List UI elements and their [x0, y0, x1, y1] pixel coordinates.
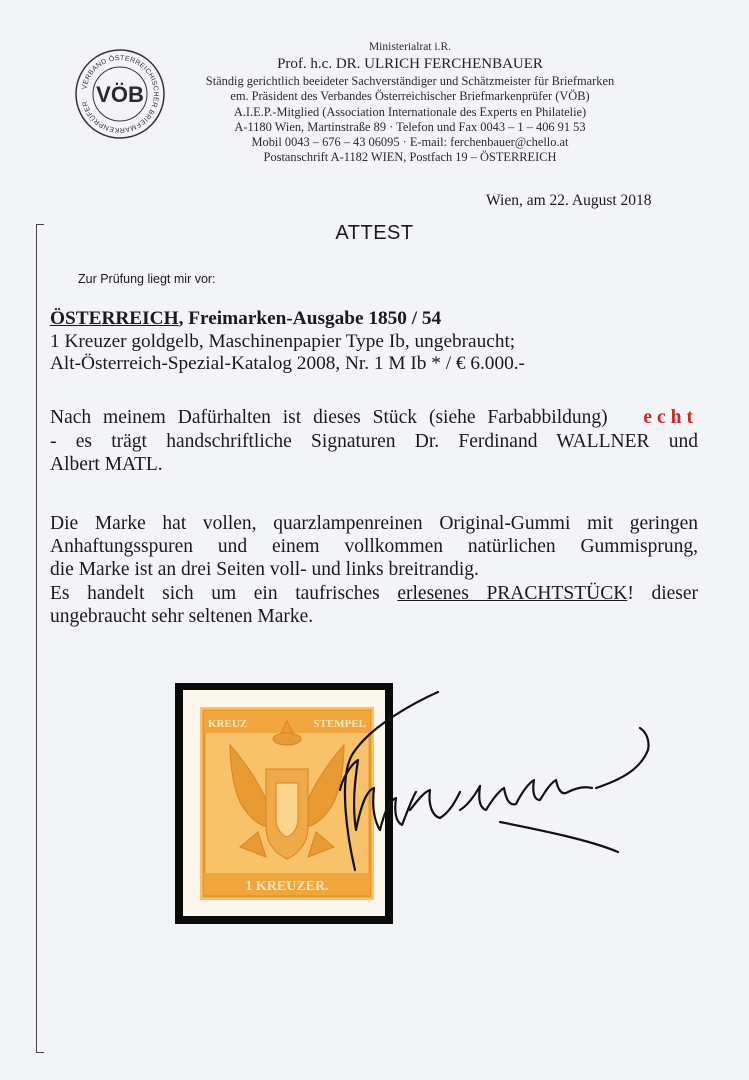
- document-title: ATTEST: [335, 222, 414, 244]
- header-address-line: A-1180 Wien, Martinstraße 89 · Telefon und Fax 0043 – 1 – 406 91 53: [234, 119, 586, 134]
- item-country: ÖSTERREICH: [50, 308, 179, 329]
- left-frame-line: [36, 224, 37, 1052]
- header-title-line: Ministerialrat i.R.: [368, 41, 452, 53]
- condition-line-4a: Es handelt sich um ein taufrisches: [50, 582, 398, 604]
- condition-line-2: Anhaftungsspuren und einem vollkommen natürlichen Gummisprung,: [50, 536, 698, 558]
- stamp-top-left-text: KREUZ: [208, 718, 248, 730]
- stamp-top-right-text: STEMPEL: [313, 718, 366, 730]
- handwritten-signature: [300, 680, 670, 890]
- item-issue: , Freimarken-Ausgabe 1850 / 54: [178, 308, 442, 329]
- condition-line-4c: ! dieser: [627, 582, 699, 604]
- echt-verdict: echt: [643, 407, 698, 428]
- header-name-line: Prof. h.c. DR. ULRICH FERCHENBAUER: [277, 56, 543, 73]
- expert-letterhead: [150, 40, 670, 165]
- item-catalog-line: Alt-Österreich-Spezial-Katalog 2008, Nr. 1 M Ib * / € 6.000.-: [50, 353, 525, 374]
- opinion-line-3: Albert MATL.: [50, 454, 163, 475]
- header-line-2: Ständig gerichtlich beeideter Sachverständiger und Schätzmeister für Briefmarken: [205, 74, 615, 89]
- header-line-4: A.I.E.P.-Mitglied (Association Internationale des Experts en Philatelie): [233, 104, 587, 119]
- frame-corner-bottom: [36, 1052, 44, 1053]
- opinion-line-2: - es trägt handschriftliche Signaturen Dr. Ferdinand WALLNER und: [50, 430, 698, 452]
- header-contact-line: Mobil 0043 – 676 – 43 06095 · E-mail: ferchenbauer@chello.at: [251, 135, 569, 150]
- condition-line-1: Die Marke hat vollen, quarzlampenreinen Original-Gummi mit geringen: [50, 513, 698, 534]
- condition-line-3: die Marke ist an drei Seiten voll- und links breitrandig.: [50, 559, 479, 581]
- prachtstueck-highlight: erlesenes PRACHTSTÜCK: [397, 582, 628, 604]
- item-stamp-line: 1 Kreuzer goldgelb, Maschinenpapier Type Ib, ungebraucht;: [50, 330, 516, 352]
- header-line-3: em. Präsident des Verbandes Österreichischer Briefmarkenprüfer (VÖB): [230, 89, 590, 104]
- condition-paragraph: [50, 512, 698, 628]
- seal-center-text: VÖB: [96, 82, 144, 107]
- seal-ring-text: VERBAND ÖSTERREICHISCHER BRIEFMARKENPRÜFER: [81, 54, 160, 134]
- opinion-paragraph: [50, 406, 698, 477]
- certificate-date: Wien, am 22. August 2018: [486, 192, 652, 209]
- condition-line-5: ungebraucht sehr seltenen Marke.: [50, 605, 314, 627]
- header-postal-line: Postanschrift A-1182 WIEN, Postfach 19 – ÖSTERREICH: [263, 150, 557, 165]
- intro-text: Zur Prüfung liegt mir vor:: [78, 272, 216, 286]
- stamp-value-text: 1 KREUZER.: [245, 879, 329, 894]
- item-description: [50, 308, 525, 376]
- opinion-line-1: Nach meinem Dafürhalten ist dieses Stück (siehe Farbabbildung): [50, 407, 608, 428]
